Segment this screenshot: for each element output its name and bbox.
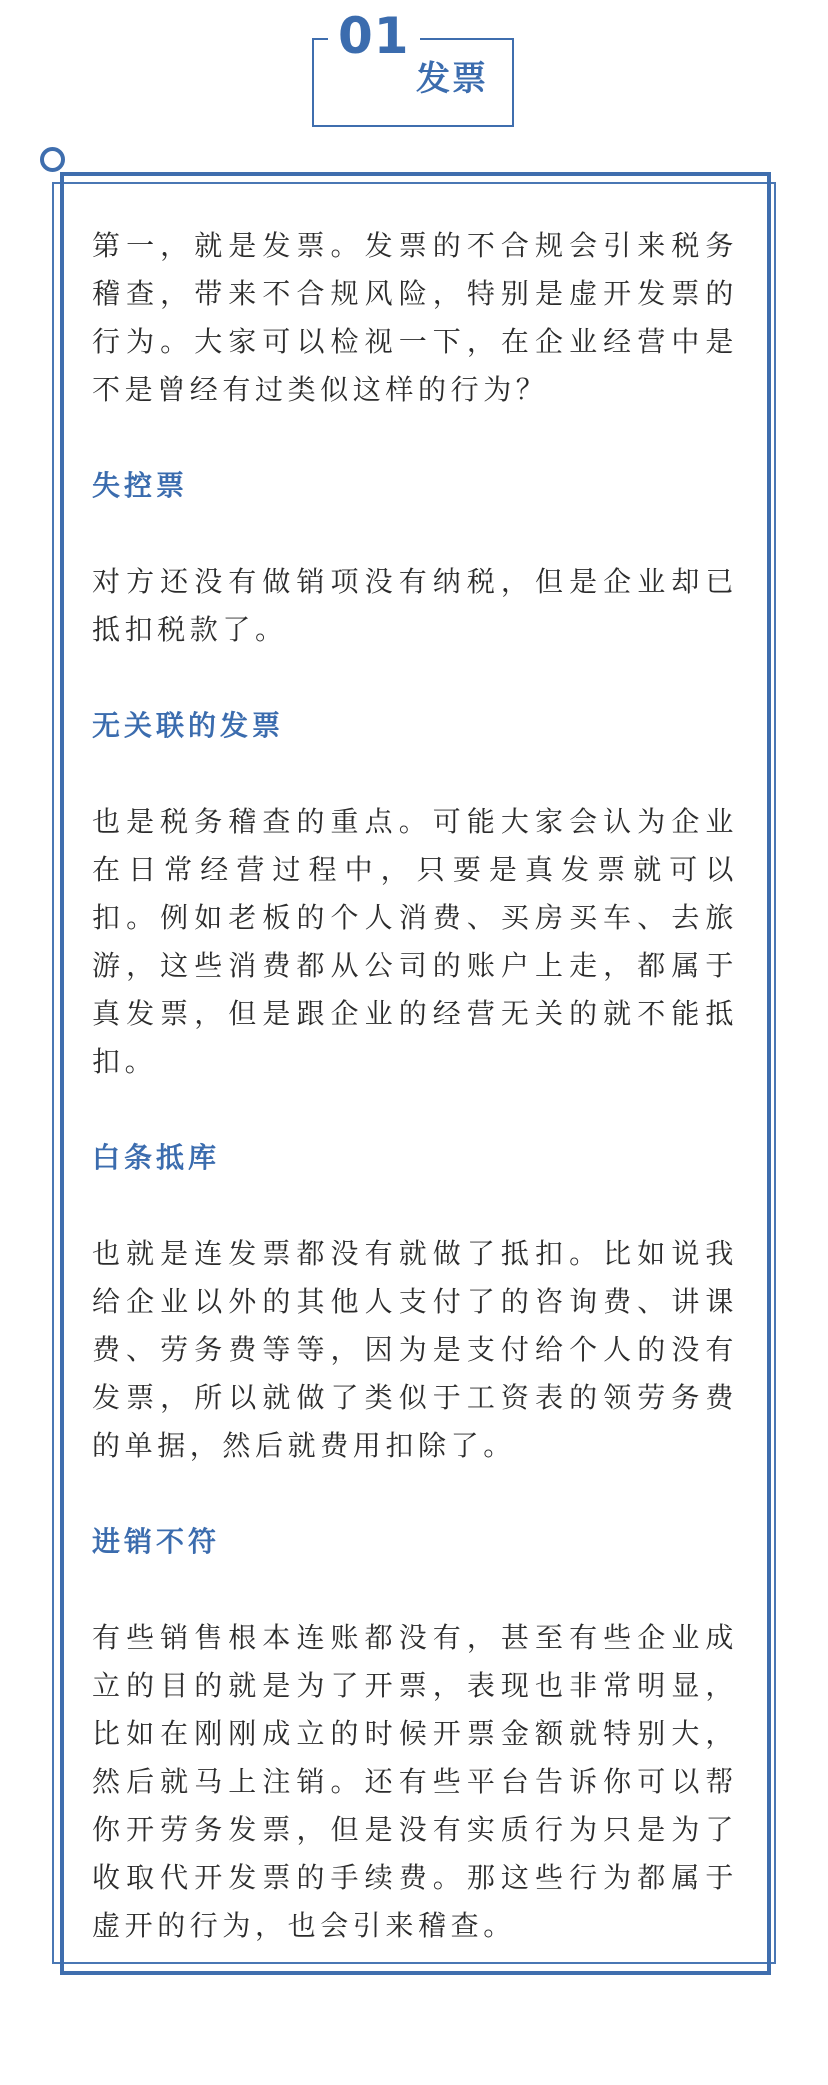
section-number: 01 [328, 4, 420, 68]
heading-jinxiao-bufu: 进销不符 [92, 1525, 221, 1558]
frame-corner-dot [40, 147, 65, 172]
article-body [92, 222, 738, 1950]
section-title: 发票 [416, 59, 488, 99]
paragraph-jinxiao-bufu: 有些销售根本连账都没有，甚至有些企业成立的目的就是为了开票，表现也非常明显，比如在刚刚成立的时候开票金额就特别大，然后就马上注销。还有些平台告诉你可以帮你开劳务发票，但是没有实质行为只是为了收取代开发票的手续费。那这些行为都属于虚开的行为，也会引来稽查。 [92, 1621, 738, 1942]
paragraph-shikong-piao: 对方还没有做销项没有纳税，但是企业却已抵扣税款了。 [92, 565, 738, 646]
heading-baitiao-diku: 白条抵库 [92, 1141, 221, 1174]
paragraph-baitiao-diku: 也就是连发票都没有就做了抵扣。比如说我给企业以外的其他人支付了的咨询费、讲课费、劳务费等等，因为是支付给个人的没有发票，所以就做了类似于工资表的领劳务费的单据，然后就费用扣除了。 [92, 1237, 738, 1462]
paragraph-wuguanlian-fapiao: 也是税务稽查的重点。可能大家会认为企业在日常经营过程中，只要是真发票就可以扣。例如老板的个人消费、买房买车、去旅游，这些消费都从公司的账户上走，都属于真发票，但是跟企业的经营无关的就不能抵扣。 [92, 805, 738, 1078]
heading-wuguanlian-fapiao: 无关联的发票 [92, 709, 285, 742]
heading-shikong-piao: 失控票 [92, 469, 189, 502]
intro-paragraph: 第一，就是发票。发票的不合规会引来税务稽查，带来不合规风险，特别是虚开发票的行为。大家可以检视一下，在企业经营中是不是曾经有过类似这样的行为？ [92, 229, 738, 406]
